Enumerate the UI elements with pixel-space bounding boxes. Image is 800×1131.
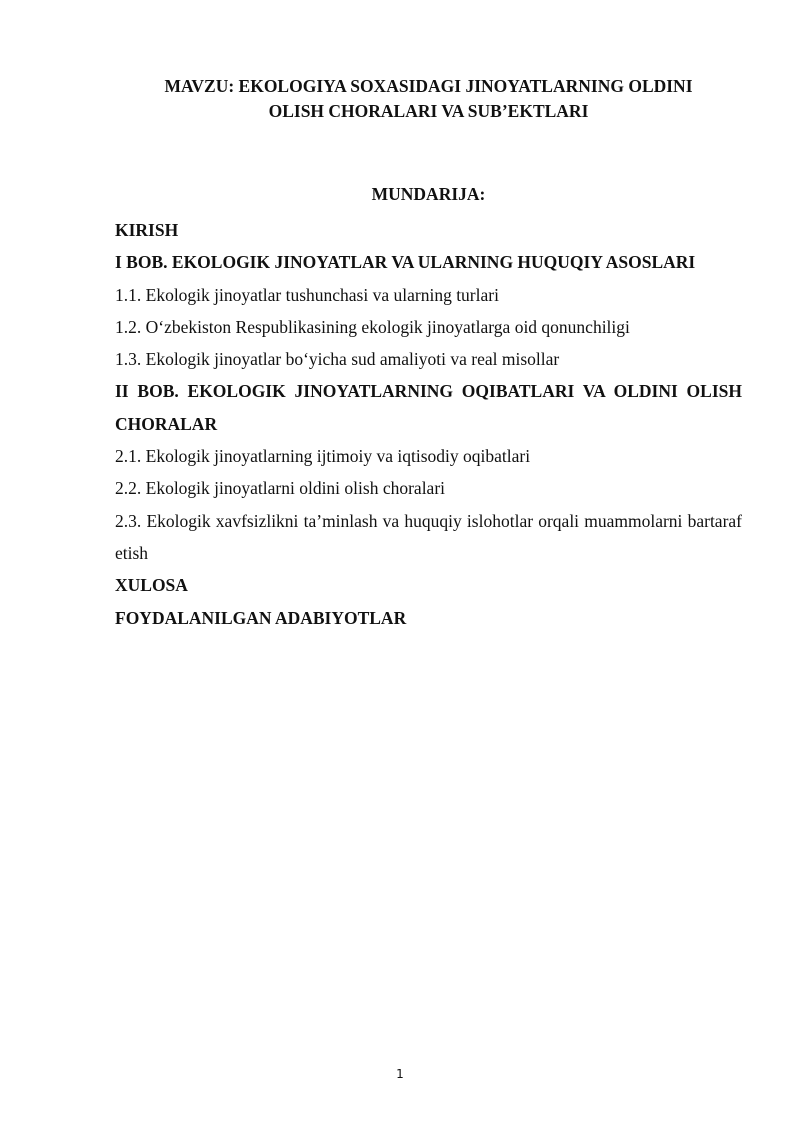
toc-heading: MUNDARIJA:: [371, 184, 486, 204]
document-title-line-2: OLISH CHORALARI VA SUB’EKTLARI: [268, 101, 589, 121]
toc-item-chapter-2: II BOB. EKOLOGIK JINOYATLARNING OQIBATLARI VA OLDINI OLISH CHORALAR: [115, 381, 742, 434]
document-title-line-1: MAVZU: EKOLOGIYA SOXASIDAGI JINOYATLARNING OLDINI: [164, 76, 693, 96]
toc-item-section-2-2: 2.2. Ekologik jinoyatlarni oldini olish choralari: [115, 478, 446, 499]
page-number: 1: [396, 1067, 404, 1081]
toc-item-section-1-3: 1.3. Ekologik jinoyatlar bo‘yicha sud amaliyoti va real misollar: [115, 349, 560, 370]
toc-item-section-2-1: 2.1. Ekologik jinoyatlarning ijtimoiy va iqtisodiy oqibatlari: [115, 446, 531, 467]
toc-item-references: FOYDALANILGAN ADABIYOTLAR: [115, 607, 407, 628]
toc-item-section-2-3: 2.3. Ekologik xavfsizlikni ta’minlash va huquqiy islohotlar orqali muammolarni bartaraf etish: [115, 510, 742, 563]
table-of-contents: [115, 214, 742, 634]
document-title: [115, 74, 742, 124]
toc-item-xulosa: XULOSA: [115, 575, 188, 596]
toc-item-kirish: KIRISH: [115, 220, 179, 240]
toc-item-section-1-1: 1.1. Ekologik jinoyatlar tushunchasi va ularning turlari: [115, 284, 499, 305]
toc-item-chapter-1: I BOB. EKOLOGIK JINOYATLAR VA ULARNING HUQUQIY ASOSLARI: [115, 252, 696, 273]
toc-item-section-1-2: 1.2. O‘zbekiston Respublikasining ekologik jinoyatlarga oid qonunchiligi: [115, 316, 630, 337]
